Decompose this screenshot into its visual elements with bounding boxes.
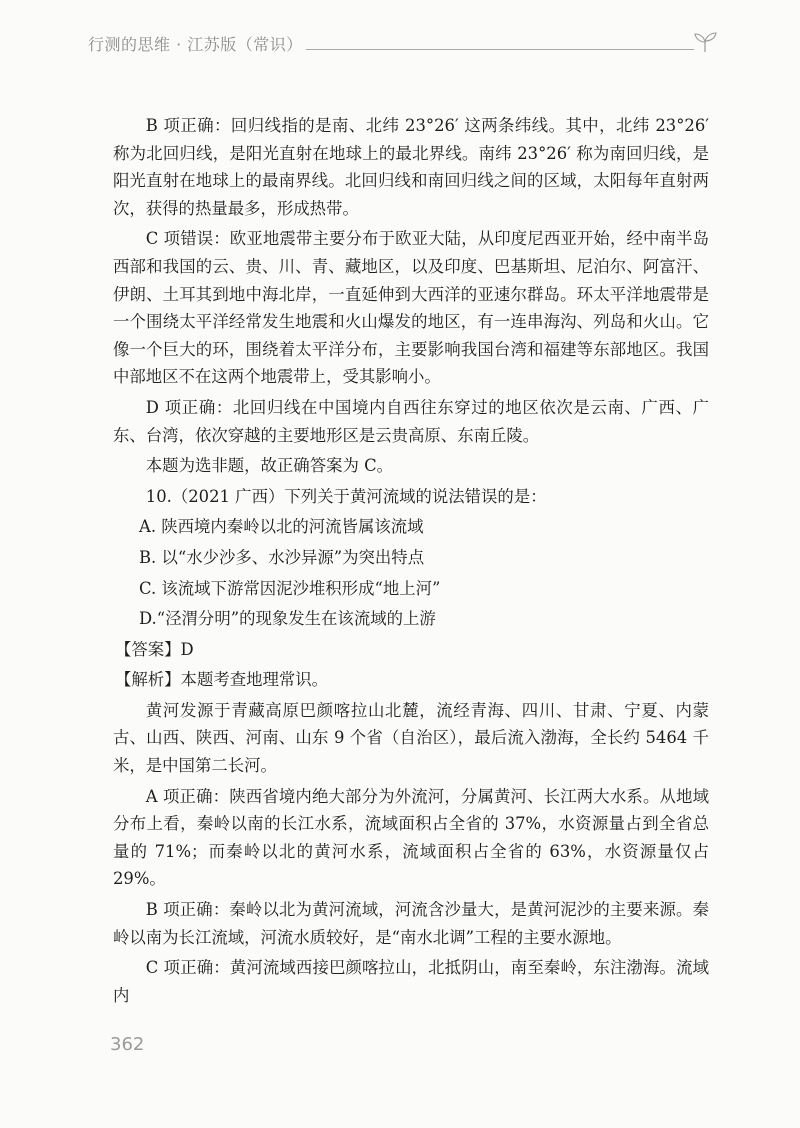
page-number: 362 <box>110 1034 145 1055</box>
paragraph-d-tropic-of-cancer: D 项正确：北回归线在中国境内自西往东穿过的地区依次是云南、广西、广东、台湾，依次穿越的主要地形区是云贵高原、东南丘陵。 <box>113 397 709 445</box>
paragraph-b-tropics: B 项正确：回归线指的是南、北纬 23°26′ 这两条纬线。其中，北纬 23°26′ 称为北回归线，是阳光直射在地球上的最北界线。南纬 23°26′ 称为南回归线，是阳光直射在地球上的最南界线。北回归线和南回归线之间的区域，太阳每年直射两次，获得的热量最多，形成热带。 <box>113 116 709 218</box>
paragraph-answer-conclusion: 本题为选非题，故正确答案为 C。 <box>145 456 394 476</box>
paragraph-yellow-river-intro: 黄河发源于青藏高原巴颜喀拉山北麓，流经青海、四川、甘肃、宁夏、内蒙古、山西、陕西、河南、山东 9 个省（自治区），最后流入渤海，全长约 5464 千米，是中国第二长河。 <box>113 700 709 776</box>
paragraph-b-qinling: B 项正确：秦岭以北为黄河流域，河流含沙量大，是黄河泥沙的主要来源。秦岭以南为长江流域，河流水质较好，是“南水北调”工程的主要水源地。 <box>113 900 709 947</box>
sprout-icon <box>692 30 718 54</box>
option-c: C. 该流域下游常因泥沙堆积形成“地上河” <box>139 578 441 598</box>
answer-label: 【答案】D <box>115 639 194 659</box>
option-d: D.“泾渭分明”的现象发生在该流域的上游 <box>139 609 436 629</box>
option-a: A. 陕西境内秦岭以北的河流皆属该流域 <box>139 517 424 537</box>
page-body <box>113 112 709 1012</box>
page-header <box>88 28 718 68</box>
question-10-stem: 10.（2021 广西）下列关于黄河流域的说法错误的是： <box>145 486 547 506</box>
paragraph-c-basin: C 项正确：黄河流域西接巴颜喀拉山，北抵阴山，南至秦岭，东注渤海。流域内 <box>113 958 709 1005</box>
header-rule <box>306 49 694 50</box>
header-title: 行测的思维 · 江苏版（常识） <box>88 35 303 54</box>
analysis-label: 【解析】本题考查地理常识。 <box>115 670 329 690</box>
option-b: B. 以“水少沙多、水沙异源”为突出特点 <box>139 547 425 567</box>
paragraph-c-earthquake-belts: C 项错误：欧亚地震带主要分布于欧亚大陆，从印度尼西亚开始，经中南半岛西部和我国的云、贵、川、青、藏地区，以及印度、巴基斯坦、尼泊尔、阿富汗、伊朗、土耳其到地中海北岸，一直延伸到大西洋的亚速尔群岛。环太平洋地震带是一个围绕太平洋经常发生地震和火山爆发的地区，有一连串海沟、列岛和火山。它像一个巨大的环，围绕着太平洋分布，主要影响我国台湾和福建等东部地区。我国中部地区不在这两个地震带上，受其影响小。 <box>113 229 709 387</box>
paragraph-a-shaanxi: A 项正确：陕西省境内绝大部分为外流河，分属黄河、长江两大水系。从地域分布上看，秦岭以南的长江水系，流域面积占全省的 37%，水资源量占到全省总量的 71%；而秦岭以北的黄河水系，流域面积占全省的 63%，水资源量仅占 29%。 <box>113 786 709 889</box>
